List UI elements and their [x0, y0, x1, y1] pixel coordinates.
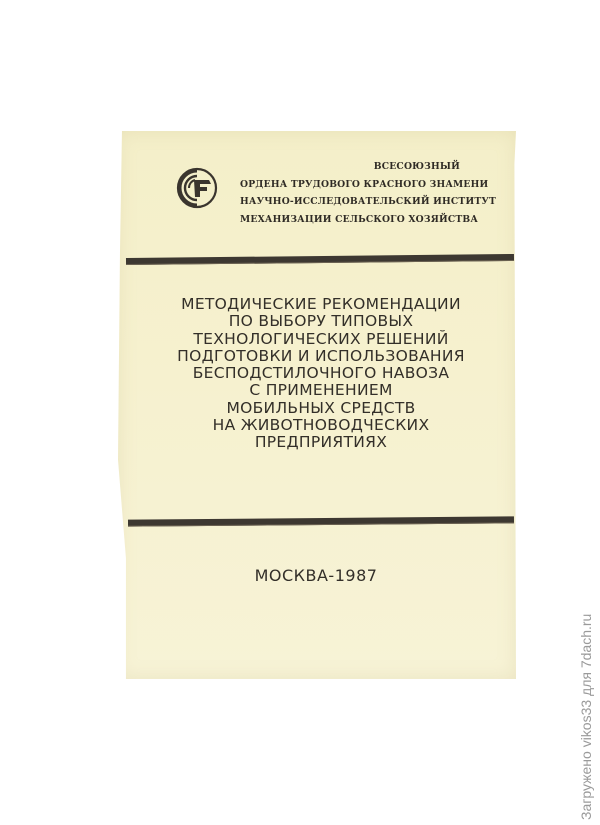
- institute-line-4: МЕХАНИЗАЦИИ СЕЛЬСКОГО ХОЗЯЙСТВА: [240, 213, 479, 225]
- title-line-3: ТЕХНОЛОГИЧЕСКИХ РЕШЕНИЙ: [193, 329, 449, 348]
- imprint-city-year: МОСКВА-1987: [254, 566, 378, 585]
- title-line-7: МОБИЛЬНЫХ СРЕДСТВ: [226, 398, 416, 417]
- title-line-4: ПОДГОТОВКИ И ИСПОЛЬЗОВАНИЯ: [177, 346, 465, 365]
- title-line-6: С ПРИМЕНЕНИЕМ: [249, 381, 393, 400]
- upload-watermark: Загружено vikos33 для 7dach.ru: [578, 613, 594, 820]
- title-line-2: ПО ВЫБОРУ ТИПОВЫХ: [228, 312, 414, 331]
- institute-line-1: ВСЕСОЮЗНЫЙ: [373, 161, 460, 172]
- institute-emblem-icon: [176, 167, 218, 209]
- document-title: [140, 296, 502, 452]
- institute-name: [240, 158, 497, 228]
- title-line-5: БЕСПОДСТИЛОЧНОГО НАВОЗА: [192, 364, 450, 383]
- institute-line-3: НАУЧНО-ИССЛЕДОВАТЕЛЬСКИЙ ИНСТИТУТ: [240, 196, 497, 207]
- title-line-9: ПРЕДПРИЯТИЯХ: [254, 433, 388, 452]
- institute-line-2: ОРДЕНА ТРУДОВОГО КРАСНОГО ЗНАМЕНИ: [240, 178, 489, 190]
- title-line-8: НА ЖИВОТНОВОДЧЕСКИХ: [212, 416, 430, 435]
- title-line-1: МЕТОДИЧЕСКИЕ РЕКОМЕНДАЦИИ: [181, 295, 461, 313]
